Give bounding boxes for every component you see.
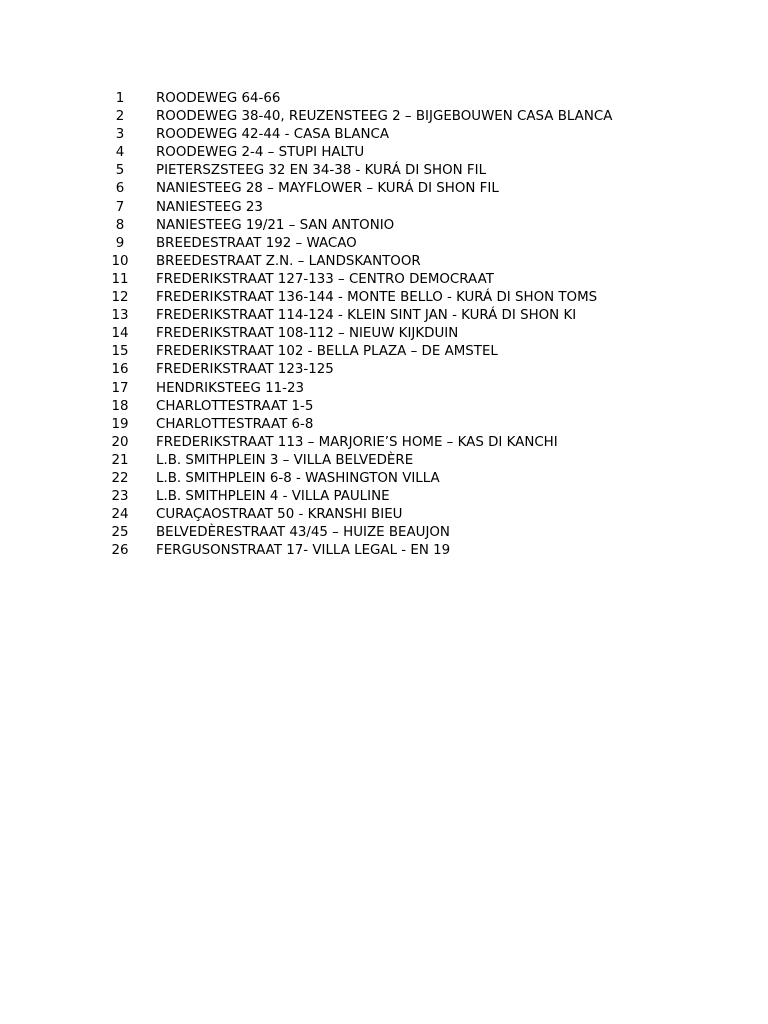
item-number: 9 [115, 235, 125, 251]
list-item [102, 362, 646, 380]
item-number: 16 [111, 362, 129, 378]
item-number: 19 [111, 416, 129, 432]
list-item [102, 435, 646, 453]
item-number: 18 [111, 398, 129, 414]
list-item [102, 218, 646, 236]
item-address: NANIESTEEG 28 – MAYFLOWER – KURÁ DI SHON FIL [156, 181, 499, 197]
item-address: FREDERIKSTRAAT 123-125 [156, 362, 334, 378]
item-address: FREDERIKSTRAAT 136-144 - MONTE BELLO - KURÁ DI SHON TOMS [156, 290, 598, 306]
item-number: 2 [115, 109, 125, 125]
item-address: NANIESTEEG 23 [156, 199, 263, 215]
item-address: L.B. SMITHPLEIN 3 – VILLA BELVEDÈRE [156, 452, 414, 468]
item-address: FREDERIKSTRAAT 108-112 – NIEUW KIJKDUIN [156, 326, 459, 342]
item-address: PIETERSZSTEEG 32 EN 34-38 - KURÁ DI SHON FIL [156, 163, 487, 179]
item-number: 14 [111, 326, 129, 342]
list-item [102, 471, 646, 489]
item-number: 10 [111, 253, 129, 269]
address-list-body [102, 91, 646, 561]
item-address: FREDERIKSTRAAT 102 - BELLA PLAZA – DE AMSTEL [156, 344, 498, 360]
list-item [102, 453, 646, 471]
item-number: 1 [115, 91, 125, 106]
item-number: 8 [115, 217, 125, 233]
item-address: FREDERIKSTRAAT 114-124 - KLEIN SINT JAN - KURÁ DI SHON KI [156, 308, 577, 324]
list-item [102, 109, 646, 127]
item-number: 24 [111, 507, 129, 523]
list-item [102, 525, 646, 543]
list-item [102, 236, 646, 254]
item-address: HENDRIKSTEEG 11-23 [156, 380, 305, 396]
item-number: 17 [111, 380, 129, 396]
item-address: ROODEWEG 38-40, REUZENSTEEG 2 – BIJGEBOUWEN CASA BLANCA [156, 109, 613, 125]
list-item [102, 272, 646, 290]
list-item [102, 127, 646, 145]
item-number: 22 [111, 470, 129, 486]
list-item [102, 181, 646, 199]
item-address: ROODEWEG 64-66 [156, 91, 281, 106]
item-number: 21 [111, 452, 129, 468]
item-number: 20 [111, 434, 129, 450]
item-number: 25 [111, 525, 129, 541]
list-item [102, 381, 646, 399]
item-address: BREEDESTRAAT Z.N. – LANDSKANTOOR [156, 253, 421, 269]
list-item [102, 326, 646, 344]
item-number: 15 [111, 344, 129, 360]
list-item [102, 399, 646, 417]
item-address: CURAÇAOSTRAAT 50 - KRANSHI BIEU [156, 507, 403, 523]
item-number: 3 [115, 127, 125, 143]
item-address: CHARLOTTESTRAAT 6-8 [156, 416, 314, 432]
address-list [102, 91, 646, 561]
item-address: L.B. SMITHPLEIN 4 - VILLA PAULINE [156, 489, 390, 505]
list-item [102, 254, 646, 272]
item-address: BREEDESTRAAT 192 – WACAO [156, 235, 357, 251]
item-address: NANIESTEEG 19/21 – SAN ANTONIO [156, 217, 395, 233]
list-item [102, 145, 646, 163]
item-number: 23 [111, 489, 129, 505]
item-number: 26 [111, 543, 129, 559]
list-item [102, 200, 646, 218]
item-number: 6 [115, 181, 125, 197]
item-address: CHARLOTTESTRAAT 1-5 [156, 398, 314, 414]
item-number: 7 [115, 199, 125, 215]
item-number: 13 [111, 308, 129, 324]
list-item [102, 507, 646, 525]
item-address: ROODEWEG 2-4 – STUPI HALTU [156, 145, 365, 161]
item-address: ROODEWEG 42-44 - CASA BLANCA [156, 127, 390, 143]
list-item [102, 91, 646, 109]
item-number: 4 [115, 145, 125, 161]
list-item [102, 290, 646, 308]
list-item [102, 543, 646, 561]
item-address: FREDERIKSTRAAT 127-133 – CENTRO DEMOCRAAT [156, 271, 494, 287]
item-number: 5 [115, 163, 125, 179]
list-item [102, 308, 646, 326]
item-address: L.B. SMITHPLEIN 6-8 - WASHINGTON VILLA [156, 470, 440, 486]
list-item [102, 163, 646, 181]
list-item [102, 344, 646, 362]
item-number: 11 [111, 271, 129, 287]
list-item [102, 417, 646, 435]
list-item [102, 489, 646, 507]
item-number: 12 [111, 290, 129, 306]
item-address: BELVEDÈRESTRAAT 43/45 – HUIZE BEAUJON [156, 525, 450, 541]
item-address: FREDERIKSTRAAT 113 – MARJORIE’S HOME – KAS DI KANCHI [156, 434, 558, 450]
item-address: FERGUSONSTRAAT 17- VILLA LEGAL - EN 19 [156, 543, 451, 559]
